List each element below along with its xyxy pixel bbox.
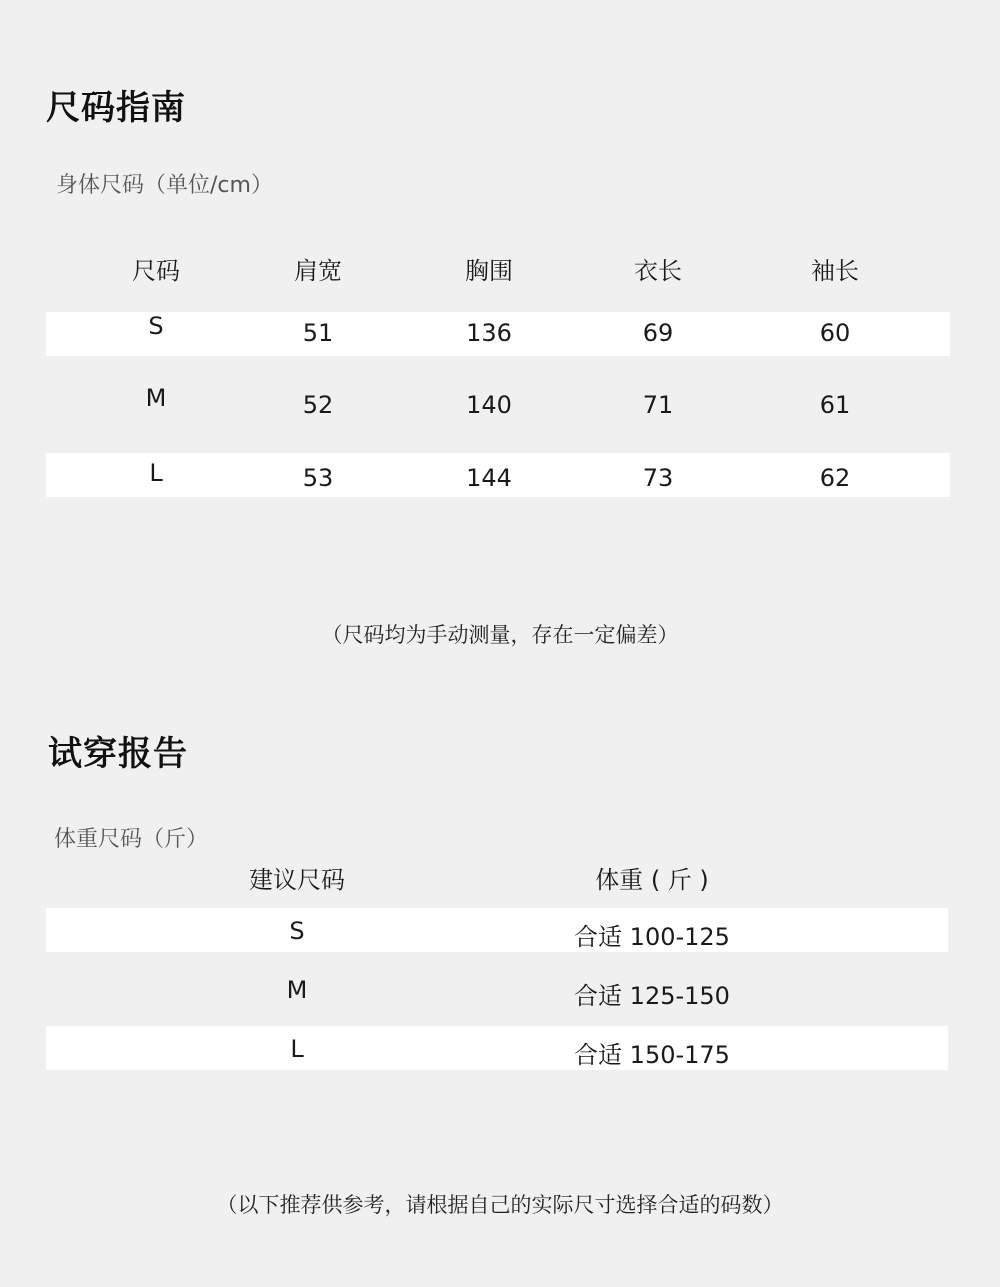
cell-size: M <box>286 976 308 1004</box>
header-chest: 胸围 <box>465 256 513 285</box>
fit-report-title: 试穿报告 <box>48 734 188 774</box>
cell-size: L <box>149 459 163 487</box>
header-length: 衣长 <box>634 256 682 285</box>
fit-report-subtitle: 体重尺码（斤） <box>54 827 209 852</box>
cell-weight: 合适 150-175 <box>574 1041 730 1069</box>
cell-length: 71 <box>642 391 674 419</box>
table-row <box>46 967 948 1011</box>
cell-sleeve: 60 <box>819 319 851 347</box>
cell-shoulder: 53 <box>302 464 334 492</box>
cell-size: S <box>148 312 164 340</box>
table-row <box>46 1026 948 1070</box>
cell-shoulder: 52 <box>302 391 334 419</box>
cell-weight: 合适 100-125 <box>574 923 730 951</box>
fit-report-note: （以下推荐供参考，请根据自己的实际尺寸选择合适的码数） <box>216 1193 784 1217</box>
cell-sleeve: 61 <box>819 391 851 419</box>
header-size: 尺码 <box>132 256 180 285</box>
size-guide-subtitle: 身体尺码（单位/cm） <box>56 173 273 198</box>
cell-length: 73 <box>642 464 674 492</box>
cell-shoulder: 51 <box>302 319 334 347</box>
table-row <box>46 908 948 952</box>
cell-size: L <box>290 1035 304 1063</box>
header-sleeve: 袖长 <box>811 256 859 285</box>
header-weight: 体重 ( 斤 ) <box>595 866 709 894</box>
size-guide-note: （尺码均为手动测量，存在一定偏差） <box>321 623 679 647</box>
header-shoulder: 肩宽 <box>294 256 342 285</box>
size-guide-title: 尺码指南 <box>46 88 186 128</box>
cell-chest: 140 <box>466 391 512 419</box>
cell-chest: 136 <box>466 319 512 347</box>
table-row <box>46 384 950 428</box>
cell-length: 69 <box>642 319 674 347</box>
cell-size: S <box>289 917 305 945</box>
cell-weight: 合适 125-150 <box>574 982 730 1010</box>
header-suggested-size: 建议尺码 <box>249 866 345 894</box>
table-row <box>46 453 950 497</box>
cell-size: M <box>145 384 167 412</box>
fit-table-header <box>46 853 948 897</box>
table-row <box>46 312 950 356</box>
cell-chest: 144 <box>466 464 512 492</box>
cell-sleeve: 62 <box>819 464 851 492</box>
size-table-header <box>46 246 950 290</box>
